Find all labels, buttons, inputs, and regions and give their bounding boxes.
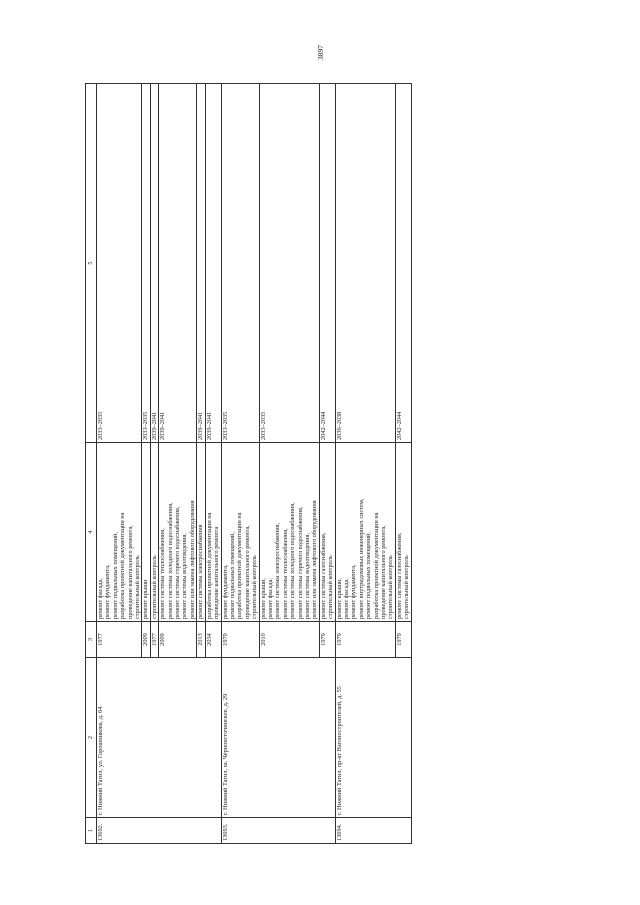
- header-cell: 3: [86, 622, 97, 658]
- page-number-wrap: [0, 8, 640, 60]
- repair-period: 2039–2041: [197, 84, 205, 443]
- header-row: [86, 84, 97, 844]
- works-list: [335, 443, 395, 622]
- commission-year: 1979: [335, 622, 395, 658]
- repair-period: 2039–2041: [159, 84, 197, 443]
- commission-year: 2009: [159, 622, 197, 658]
- work-item: ремонт фундамента,: [350, 564, 358, 619]
- work-item: проведение капитального ремонта: [213, 526, 221, 619]
- commission-year: 2034: [205, 622, 221, 658]
- work-item: проведение капитального ремонта,: [243, 525, 251, 619]
- repair-period: 2033–2035: [221, 84, 259, 443]
- page-number: 3897: [315, 45, 325, 60]
- works-list: [97, 443, 142, 622]
- work-item: ремонт системы холодного водоснабжения,: [166, 502, 174, 619]
- works-list: [150, 443, 158, 622]
- work-item: ремонт фундамента,: [221, 564, 229, 619]
- work-item: ремонт системы теплоснабжения,: [159, 528, 167, 619]
- work-item: ремонт системы теплоснабжения,: [281, 528, 289, 619]
- table-body: [97, 84, 412, 844]
- repair-schedule-table: [85, 83, 412, 844]
- work-item: ремонт крыши,: [259, 577, 267, 619]
- work-item: ремонт подвальных помещений,: [228, 532, 236, 619]
- commission-year: 1977: [97, 622, 142, 658]
- works-list: [221, 443, 259, 622]
- work-item: строительный контроль: [134, 555, 142, 619]
- work-item: разработка проектной документации на: [205, 512, 213, 619]
- works-list: [319, 443, 335, 622]
- work-item: проведение капитального ремонта,: [126, 525, 134, 619]
- work-item: разработка проектной документации на: [236, 512, 244, 619]
- work-item: ремонт системы газоснабжения,: [319, 532, 327, 619]
- commission-year: 1977: [150, 622, 158, 658]
- work-item: разработка проектной документации на: [372, 512, 380, 619]
- work-item: строительный контроль: [327, 555, 335, 619]
- object-number: 13692.: [97, 818, 222, 844]
- object-address: г. Нижний Тагил, пр-кт Вагоностроителей, д. 55: [335, 658, 411, 818]
- work-item: ремонт или замена лифтового оборудования: [188, 500, 196, 619]
- works-list: [395, 443, 411, 622]
- repair-period: 2042–2044: [395, 84, 411, 443]
- work-item: ремонт фасада,: [343, 578, 350, 619]
- work-item: проведение капитального ремонта,: [380, 525, 388, 619]
- works-list: [159, 443, 197, 622]
- work-item: ремонт системы электроснабжения,: [274, 522, 282, 619]
- work-item: ремонт системы водоотведения,: [181, 533, 189, 619]
- commission-year: 2010: [259, 622, 319, 658]
- work-item: ремонт или замена лифтового оборудования: [311, 500, 319, 619]
- header-cell: 2: [86, 658, 97, 818]
- work-item: строительный контроль: [403, 555, 411, 619]
- commission-year: 2013: [197, 622, 205, 658]
- work-item: ремонт фундамента,: [104, 564, 112, 619]
- repair-period: 2042–2044: [319, 84, 335, 443]
- work-item: строительный контроль: [251, 555, 259, 619]
- repair-period: 2036–2038: [335, 84, 395, 443]
- work-item: ремонт системы водоотведения,: [303, 533, 311, 619]
- work-item: ремонт системы электроснабжения: [197, 524, 205, 619]
- object-address: г. Нижний Тагил, ш. Черноисточинское, д. 29: [221, 658, 335, 818]
- table-row: [221, 84, 259, 844]
- work-item: разработка проектной документации на: [119, 512, 127, 619]
- work-item: ремонт системы газоснабжения,: [395, 532, 403, 619]
- commission-year: 1979: [319, 622, 335, 658]
- work-item: ремонт фасада,: [266, 578, 274, 619]
- repair-period: 2039–2041: [150, 84, 158, 443]
- repair-period: 2033–2035: [259, 84, 319, 443]
- table-row: [97, 84, 142, 844]
- works-list: [259, 443, 319, 622]
- commission-year: 1979: [395, 622, 411, 658]
- header-cell: 5: [86, 84, 97, 443]
- work-item: строительный контроль: [150, 555, 158, 619]
- object-number: 13694.: [335, 818, 411, 844]
- works-list: [197, 443, 205, 622]
- work-item: ремонт подвальных помещений,: [111, 532, 119, 619]
- work-item: ремонт фасада,: [97, 578, 104, 619]
- works-list: [142, 443, 150, 622]
- object-address: г. Нижний Тагил, ул. Горошникова, д. 64: [97, 658, 222, 818]
- header-cell: 4: [86, 443, 97, 622]
- repair-period: 2039–2041: [205, 84, 221, 443]
- rotated-document: [85, 84, 577, 844]
- work-item: ремонт системы холодного водоснабжения,: [289, 502, 297, 619]
- work-item: ремонт крыши,: [335, 577, 343, 619]
- repair-period: 2033–2035: [142, 84, 150, 443]
- work-item: ремонт внутридомовых инженерных систем,: [357, 498, 365, 619]
- object-number: 13693.: [221, 818, 335, 844]
- work-item: ремонт крыши: [142, 579, 150, 619]
- commission-year: 1979: [221, 622, 259, 658]
- works-list: [205, 443, 221, 622]
- work-item: строительный контроль: [387, 555, 395, 619]
- work-item: ремонт системы горячего водоснабжения,: [174, 506, 182, 619]
- work-item: ремонт подвальных помещений,: [365, 532, 373, 619]
- table-row: [335, 84, 395, 844]
- header-cell: 1: [86, 818, 97, 844]
- commission-year: 2009: [142, 622, 150, 658]
- repair-period: 2033–2035: [97, 84, 142, 443]
- work-item: ремонт системы горячего водоснабжения,: [296, 506, 304, 619]
